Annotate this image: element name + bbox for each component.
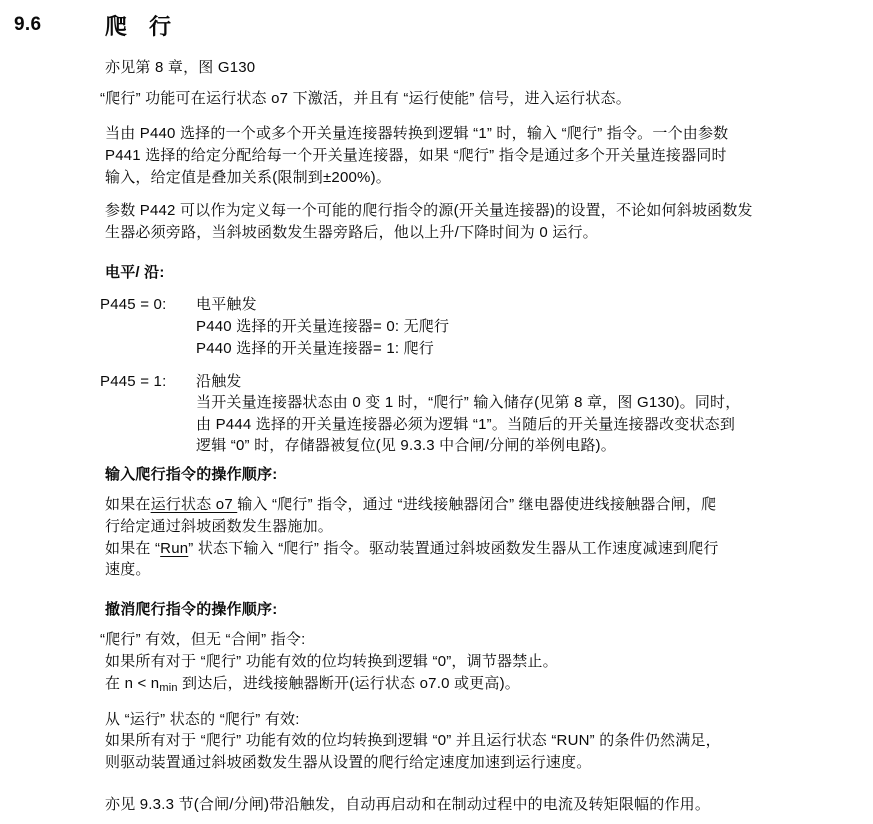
input-sequence-line: [105, 539, 719, 559]
input-line1-pre: 如果在: [105, 496, 151, 513]
p445-1-line: 沿触发: [196, 373, 242, 390]
p445-1-line: 由 P444 选择的开关量连接器必须为逻辑 “1”。当随后的开关量连接器改变状态到: [196, 416, 736, 433]
p445-0-line: 电平触发: [196, 296, 257, 313]
intro-line: “爬行” 功能可在运行状态 o7 下激活，并且有 “运行使能” 信号，进入运行状态。: [100, 90, 631, 107]
p440-paragraph-line: 输入，给定值是叠加关系(限制到±200%)。: [105, 169, 391, 186]
cancel-line3-pre: 在 n < n: [105, 675, 160, 692]
cancel-sequence-line: 如果所有对于 “爬行” 功能有效的位均转换到逻辑 “0”，调节器禁止。: [105, 653, 558, 670]
section-number: 9.6: [14, 14, 42, 35]
p442-paragraph-line: 参数 P442 可以作为定义每一个可能的爬行指令的源(开关量连接器)的设置，不论如何斜坡函数发: [105, 202, 753, 219]
input-line3-pre: 如果在 “: [105, 540, 161, 557]
run-state-line: 从 “运行” 状态的 “爬行” 有效:: [105, 711, 300, 728]
p445-1-label: P445 = 1:: [100, 373, 167, 390]
section-title: 爬 行: [105, 14, 172, 39]
cancel-line3-subscript: min: [159, 682, 178, 694]
input-line1-underlined: 运行状态 o7: [150, 496, 238, 513]
level-edge-heading: 电平/ 沿:: [105, 264, 165, 281]
cancel-sequence-line: “爬行” 有效，但无 “合闸” 指令:: [100, 631, 306, 648]
input-line3-post: ” 状态下输入 “爬行” 指令。驱动装置通过斜坡函数发生器从工作速度减速到爬行: [188, 540, 719, 557]
see-also-bottom: 亦见 9.3.3 节(合闸/分闸)带沿触发，自动再启动和在制动过程中的电流及转矩限幅的作用。: [105, 796, 711, 813]
input-line1-post: 输入 “爬行” 指令，通过 “进线接触器闭合” 继电器使进线接触器合闸，爬: [237, 496, 717, 513]
p445-1-line: 当开关量连接器状态由 0 变 1 时，“爬行” 输入储存(见第 8 章，图 G130)。同时，: [196, 394, 741, 411]
p445-0-line: P440 选择的开关量连接器= 1: 爬行: [196, 340, 435, 357]
run-state-line: 则驱动装置通过斜坡函数发生器从设置的爬行给定速度加速到运行速度。: [105, 754, 592, 771]
cancel-sequence-line: [105, 674, 520, 698]
input-sequence-line: [105, 495, 716, 515]
p445-1-line: 逻辑 “0” 时，存储器被复位(见 9.3.3 中合闸/分闸的举例电路)。: [196, 437, 616, 454]
p445-0-line: P440 选择的开关量连接器= 0: 无爬行: [196, 318, 450, 335]
p440-paragraph-line: 当由 P440 选择的一个或多个开关量连接器转换到逻辑 “1” 时，输入 “爬行” 指令。一个由参数: [105, 125, 729, 142]
input-sequence-line: 行给定通过斜坡函数发生器施加。: [105, 518, 334, 535]
input-sequence-heading: 输入爬行指令的操作顺序:: [105, 466, 278, 483]
p440-paragraph-line: P441 选择的给定分配给每一个开关量连接器，如果 “爬行” 指令是通过多个开关量连接器同时: [105, 147, 727, 164]
cancel-line3-post: 到达后，进线接触器断开(运行状态 o7.0 或更高)。: [177, 675, 520, 692]
input-line3-underlined: Run: [160, 540, 189, 557]
run-state-line: 如果所有对于 “爬行” 功能有效的位均转换到逻辑 “0” 并且运行状态 “RUN” 的条件仍然满足，: [105, 732, 721, 749]
cancel-sequence-heading: 撤消爬行指令的操作顺序:: [105, 601, 278, 618]
input-sequence-line: 速度。: [105, 561, 151, 578]
see-also-top: 亦见第 8 章，图 G130: [105, 59, 256, 76]
p442-paragraph-line: 生器必须旁路，当斜坡函数发生器旁路后，他以上升/下降时间为 0 运行。: [105, 224, 598, 241]
p445-0-label: P445 = 0:: [100, 296, 167, 313]
